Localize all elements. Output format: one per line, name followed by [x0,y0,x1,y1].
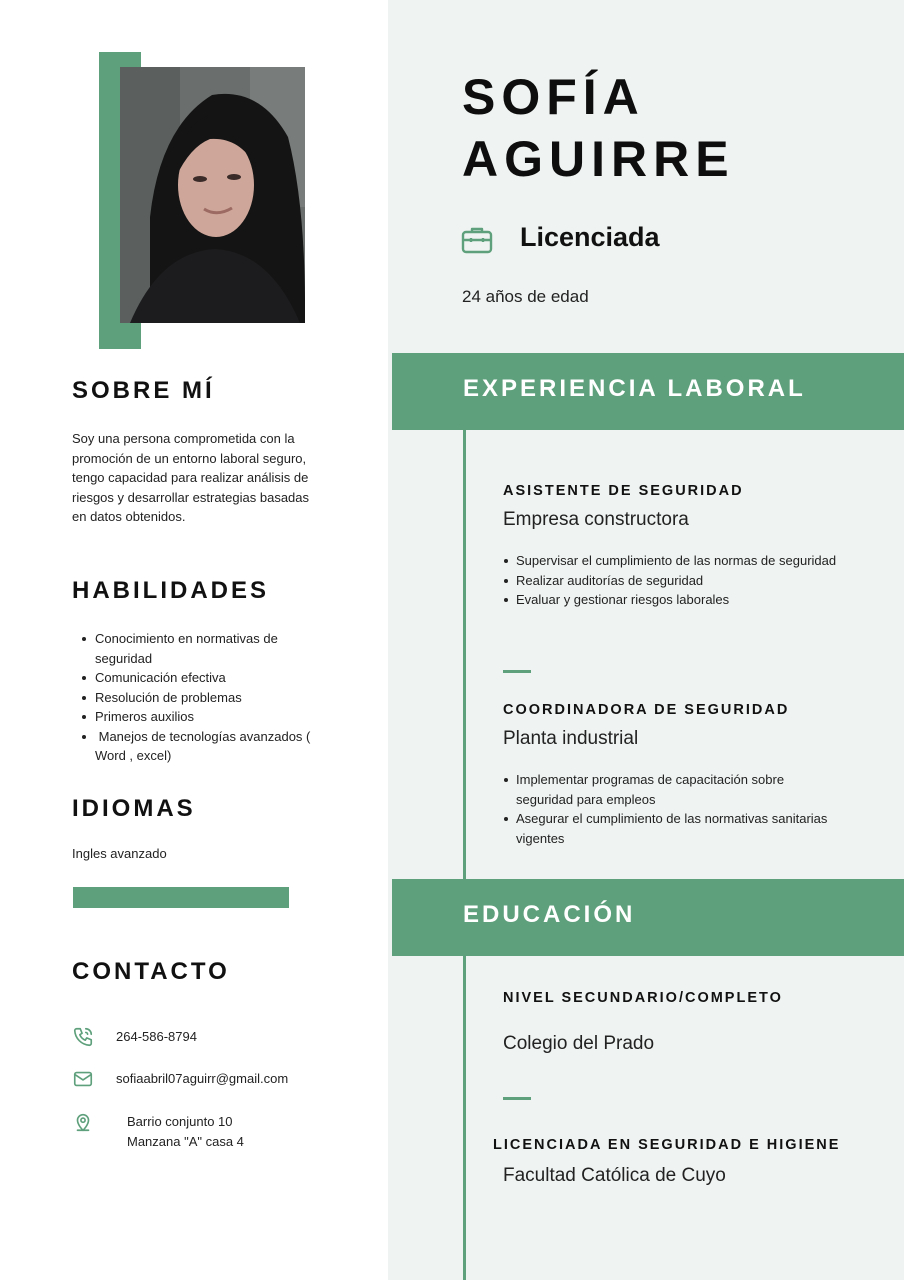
phone-icon [72,1026,94,1048]
list-item: Manejos de tecnologías avanzados ( Word , excel) [77,727,327,766]
briefcase-icon [461,225,493,255]
name-first: SOFÍA [462,69,645,125]
about-text: Soy una persona comprometida con la promoción de un entorno laboral seguro, tengo capacidad para realizar análisis de riesgos y desarrollar estrategias basadas en datos obtenidos. [72,431,310,524]
separator-dash [503,670,531,673]
education-timeline-line [463,956,466,1280]
age-text: 24 años de edad [462,287,589,306]
job-title: ASISTENTE DE SEGURIDAD [503,483,744,499]
divider-bar [73,887,289,908]
person-name [462,66,735,190]
address-line-2: Manzana "A" casa 4 [127,1134,244,1149]
list-item: Primeros auxilios [77,707,327,727]
job-duties-list [503,770,843,848]
experience-band [392,353,904,430]
languages-title: IDIOMAS [72,795,196,822]
education-degree: NIVEL SECUNDARIO/COMPLETO [503,990,783,1006]
email-text: sofiaabril07aguirr@gmail.com [116,1071,289,1086]
list-item: Supervisar el cumplimiento de las normas de seguridad [503,551,843,571]
phone-text: 264-586-8794 [116,1029,197,1044]
education-school: Colegio del Prado [503,1033,655,1054]
location-pin-icon [72,1111,94,1133]
list-item: Resolución de problemas [77,688,327,708]
experience-timeline-line [463,430,466,879]
experience-title: EXPERIENCIA LABORAL [463,375,806,402]
job-company: Empresa constructora [503,509,689,530]
education-title: EDUCACIÓN [463,901,636,928]
name-last: AGUIRRE [462,131,735,187]
contact-title: CONTACTO [72,958,230,985]
role-title: Licenciada [520,222,660,252]
skills-list [77,629,327,766]
mail-icon [72,1068,94,1090]
about-title: SOBRE MÍ [72,377,215,404]
education-school: Facultad Católica de Cuyo [503,1165,726,1186]
list-item: Asegurar el cumplimiento de las normativas sanitarias vigentes [503,809,843,848]
profile-photo [120,67,305,323]
separator-dash [503,1097,531,1100]
languages-text: Ingles avanzado [72,846,167,861]
skills-title: HABILIDADES [72,577,270,604]
job-duties-list [503,551,843,610]
job-title: COORDINADORA DE SEGURIDAD [503,702,790,718]
education-band [392,879,904,956]
list-item: Evaluar y gestionar riesgos laborales [503,590,843,610]
job-company: Planta industrial [503,728,639,749]
address-line-1: Barrio conjunto 10 [127,1114,233,1129]
list-item: Comunicación efectiva [77,668,327,688]
list-item: Implementar programas de capacitación sobre seguridad para empleos [503,770,843,809]
education-degree: LICENCIADA EN SEGURIDAD E HIGIENE [493,1137,841,1153]
list-item: Conocimiento en normativas de seguridad [77,629,327,668]
list-item: Realizar auditorías de seguridad [503,571,843,591]
